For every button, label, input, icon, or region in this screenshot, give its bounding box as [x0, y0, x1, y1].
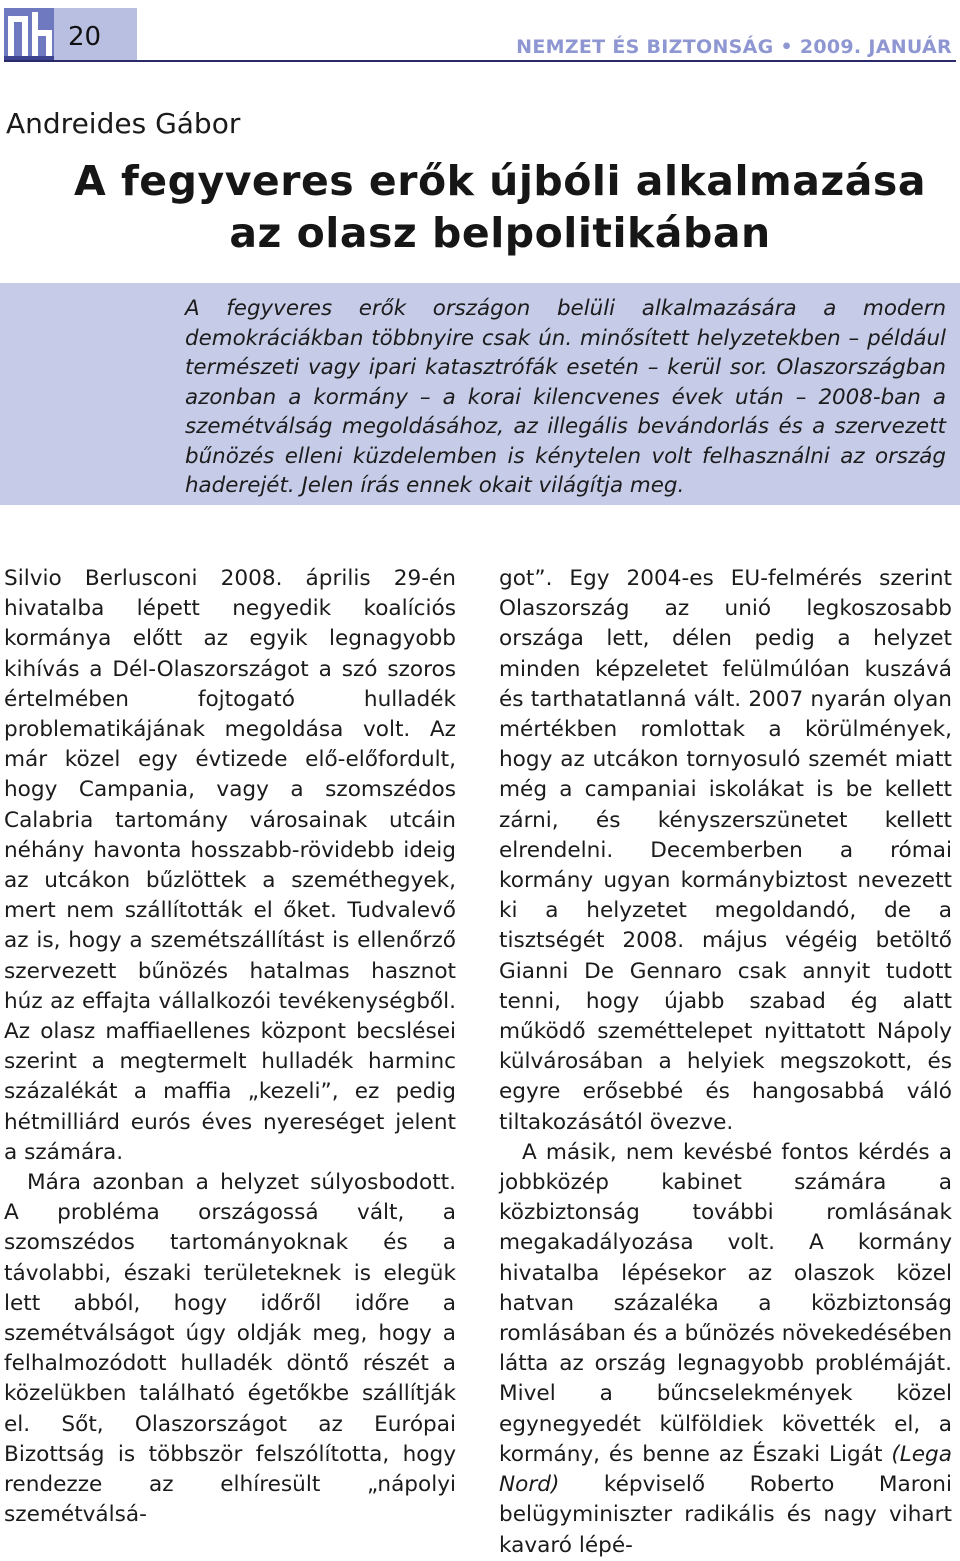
page-header: [0, 0, 960, 64]
header-divider: [4, 60, 956, 62]
party-name-italic: (Lega Nord): [499, 1441, 952, 1498]
article-title-line-1: A fegyveres erők újbóli alkalmazása: [73, 157, 927, 205]
body-paragraph: got”. Egy 2004-es EU-felmérés szerint Olaszország az unió legkoszosabb országa lett, délen pedig a helyzet minden képzeletet felülmúlóan kuszává és tarthatatlanná vált. 2007 nyarán olyan mértékben romlottak a körülmények, hogy az utcákon tornyosuló szemét miatt még a campaniai iskolákat is be kellett zárni, és kényszerszünetet kellett elrendelni. Decemberben a római kormány ugyan kormánybiztost nevezett ki a helyzetet megoldandó, de a tisztségét 2008. május végéig betöltő Gianni De Gennaro csak annyit tudott tenni, hogy újabb szabad ég alatt működő szeméttelepet nyittatott Nápoly külvárosában a helyiek megszokott, és egyre erősebbé és hangosabbá váló tiltakozásától övezve.: [499, 566, 952, 1135]
page-number: 20: [68, 22, 102, 52]
article-title: [0, 155, 960, 259]
journal-issue: NEMZET ÉS BIZTONSÁG • 2009. JANUÁR: [516, 36, 952, 58]
abstract-text: A fegyveres erők országon belüli alkalmazására a modern demokráciákban többnyire csak ún. minősített helyzetekben – például természeti vagy ipari katasztrófák esetén – kerül sor. Olaszországban azonban a kormány – a korai kilencvenes évek után – 2008-ban a szemétválság megoldásához, az illegális bevándorlás és a szervezett bűnözés elleni küzdelemben is kénytelen volt felhasználni az ország haderejét. Jelen írás ennek okait világítja meg.: [185, 296, 946, 498]
body-text: képviselő Roberto Maroni belügyminiszter radikális és nagy vihart kavaró lépé-: [499, 1472, 952, 1558]
body-paragraph: [499, 1138, 952, 1561]
body-paragraph: Mára azonban a helyzet súlyosbodott. A probléma országossá vált, a szomszédos tartományoknak és a távolabbi, északi területeknek is elegük lett abból, hogy időről időre a szemétválságot úgy oldják meg, hogy a felhalmozódott hulladék döntő részét a közelükben található égetőkbe szállítják el. Sőt, Olaszországot az Európai Bizottság is többször felszólította, hogy rendezze az elhíresült „nápolyi szemétválsá-: [4, 1170, 456, 1528]
article-title-line-2: az olasz belpolitikában: [229, 209, 771, 257]
body-column-right: [499, 564, 952, 1561]
article-abstract: [0, 283, 960, 505]
journal-logo-icon: [4, 8, 54, 60]
body-column-left: [4, 564, 456, 1531]
article-author: Andreides Gábor: [6, 107, 241, 140]
body-paragraph: Silvio Berlusconi 2008. április 29-én hivatalba lépett negyedik koalíciós kormánya előtt az egyik legnagyobb kihívás a Dél-Olaszországot a szó szoros értelmében fojtogató hulladék problematikájának megoldása volt. Az már közel egy évtizede elő-előfordult, hogy Campania, vagy a szomszédos Calabria tartomány városainak utcáin néhány havonta hosszabb-rövidebb ideig az utcákon bűzlöttek a szeméthegyek, mert nem szállították el őket. Tudvalevő az is, hogy a szemétszállítást is ellenőrző szervezett bűnözés hatalmas hasznot húz az effajta vállalkozói tevékenységből. Az olasz maffiaellenes központ becslései szerint a megtermelt hulladék harminc százalékát a maffia „kezeli”, ez pedig hétmilliárd eurós éves nyereséget jelent a számára.: [4, 566, 456, 1165]
body-text: A másik, nem kevésbé fontos kérdés a jobbközép kabinet számára a közbiztonság további romlásának megakadályozása volt. A kormány hivatalba lépésekor az olaszok közel hatvan százaléka a közbiztonság romlásában és a bűnözés növekedésében látta az ország legnagyobb problémáját. Mivel a bűncselekmények közel egynegyedét külföldiek követték el, a kormány, és benne az Északi Ligát: [499, 1139, 952, 1467]
